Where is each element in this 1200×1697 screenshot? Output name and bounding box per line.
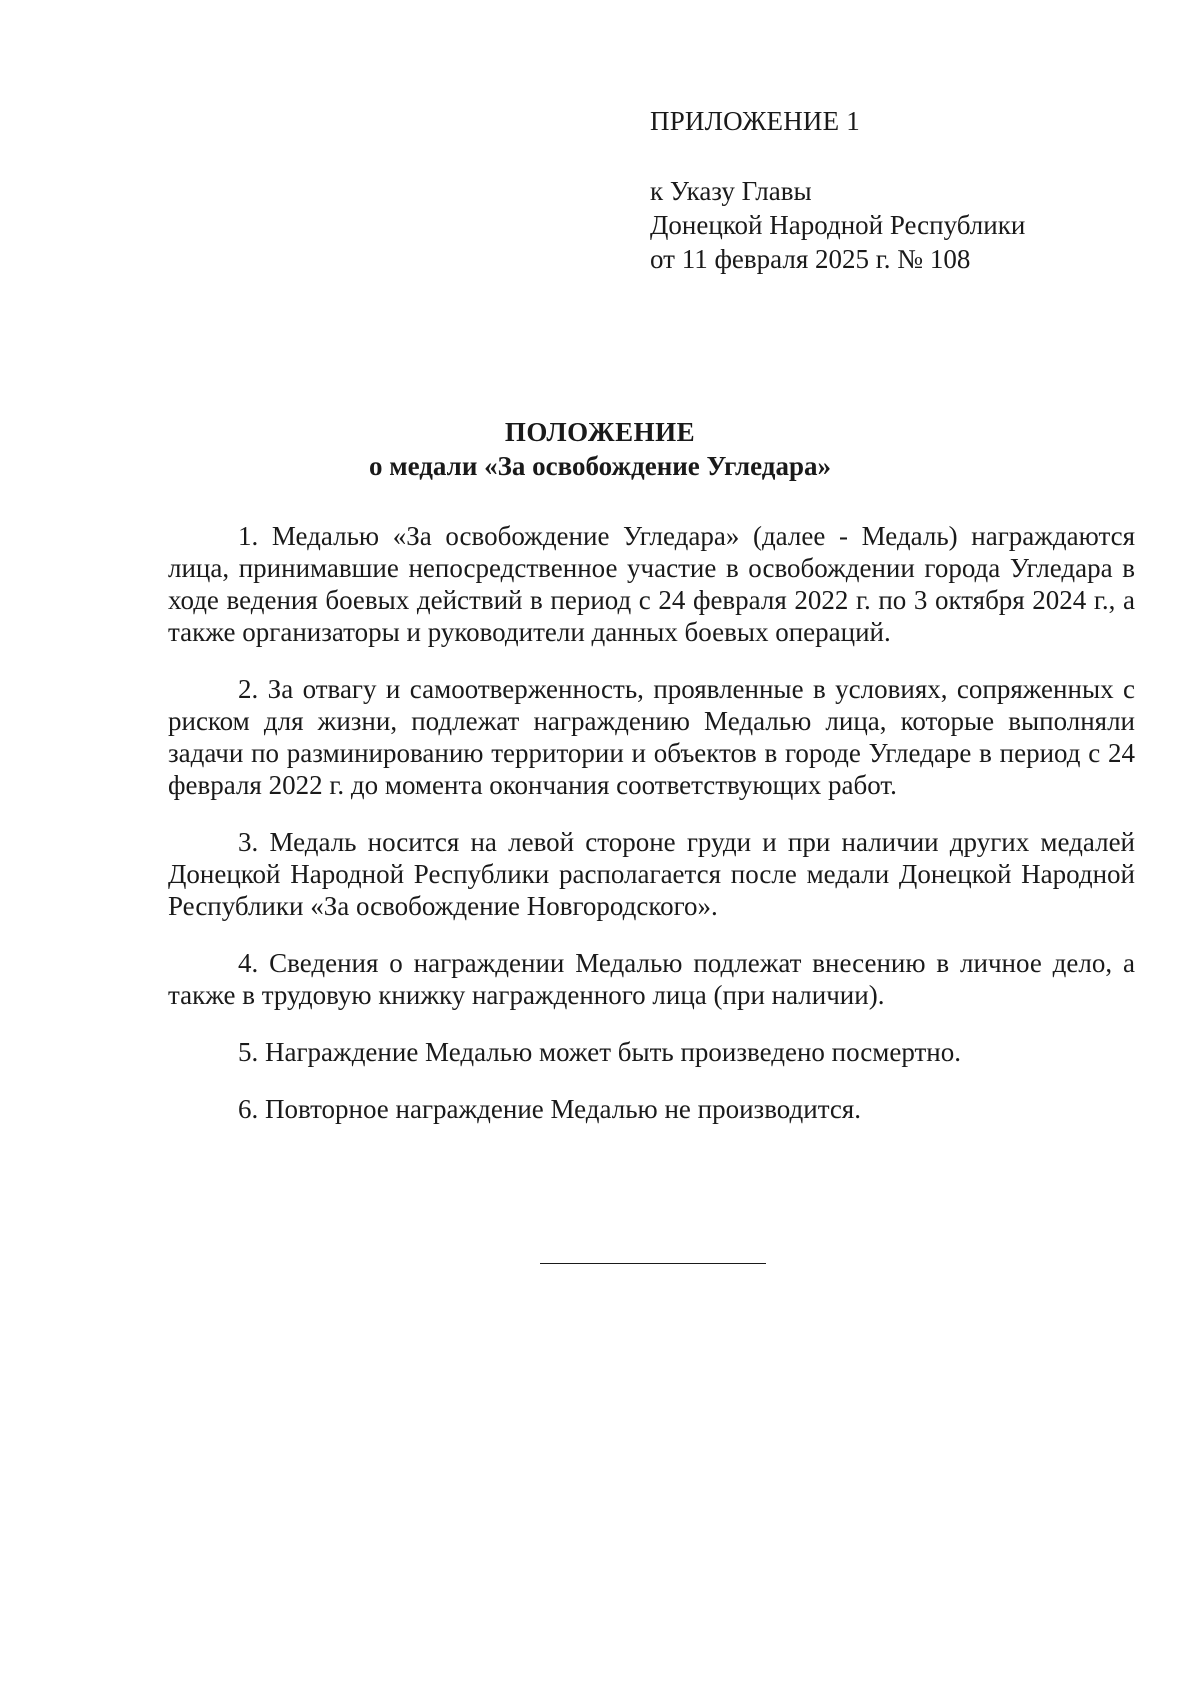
paragraph-2: 2. За отвагу и самоотверженность, проявленные в условиях, сопряженных с риском для жизни, подлежат награждению Медалью лица, которые выполняли задачи по разминированию территории и объектов в городе Угледаре в период с 24 февраля 2022 г. до момента окончания соответствующих работ.: [168, 674, 1135, 800]
title-subtitle: о медали «За освобождение Угледара»: [369, 451, 831, 481]
paragraph-5: 5. Награждение Медалью может быть произведено посмертно.: [238, 1037, 962, 1067]
decree-line: Донецкой Народной Республики: [650, 210, 1026, 240]
decree-line: к Указу Главы: [650, 176, 812, 206]
title-main: ПОЛОЖЕНИЕ: [504, 417, 696, 447]
decree-line: от 11 февраля 2025 г. № 108: [650, 244, 971, 274]
paragraph-6: 6. Повторное награждение Медалью не производится.: [238, 1094, 861, 1124]
paragraph-3: 3. Медаль носится на левой стороне груди и при наличии других медалей Донецкой Народной Республики располагается после медали Донецкой Народной Республики «За освобождение Новгородского».: [168, 827, 1135, 921]
document-body: [168, 520, 1135, 1150]
document-title: [0, 415, 1200, 483]
paragraph-1: 1. Медалью «За освобождение Угледара» (далее - Медаль) награждаются лица, принимавшие непосредственное участие в освобождении города Угледара в ходе ведения боевых действий в период с 24 февраля 2022 г. по 3 октября 2024 г., а также организаторы и руководители данных боевых операций.: [168, 521, 1135, 647]
annex-title: ПРИЛОЖЕНИЕ 1: [650, 106, 860, 136]
annex-header: [650, 104, 1110, 276]
end-divider: [540, 1263, 766, 1264]
paragraph-4: 4. Сведения о награждении Медалью подлежат внесению в личное дело, а также в трудовую книжку награжденного лица (при наличии).: [168, 948, 1135, 1010]
decree-reference: [650, 174, 1110, 276]
